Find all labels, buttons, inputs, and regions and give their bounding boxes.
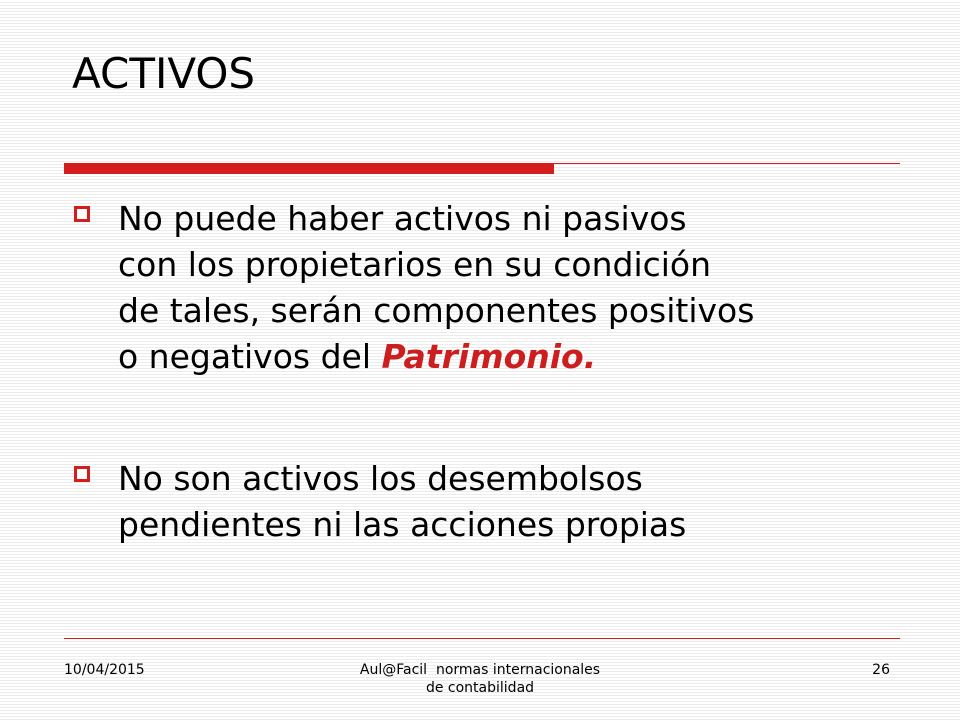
hollow-square-bullet-icon (74, 466, 90, 482)
bullet-1-line-4 (118, 334, 908, 380)
bullet-1-line-1: No puede haber activos ni pasivos (118, 199, 687, 238)
footer-center-line-2: de contabilidad (425, 680, 535, 696)
footer-date: 10/04/2015 (64, 662, 145, 678)
bullet-2-line-2: pendientes ni las acciones propias (118, 505, 687, 544)
footer-rule (64, 638, 900, 639)
bullet-1-line-2: con los propietarios en su condición (118, 245, 712, 284)
bullet-1-line-3: de tales, serán componentes positivos (118, 291, 755, 330)
patrimonio-emphasis: Patrimonio. (381, 337, 597, 376)
title-underline-thin (554, 163, 900, 164)
footer-center-line-1: Aul@Facil normas internacionales (359, 662, 601, 678)
footer-center-text (280, 661, 680, 697)
slide-title: ACTIVOS (72, 49, 256, 98)
bullet-text-1 (118, 196, 908, 380)
hollow-square-bullet-icon (74, 206, 90, 222)
bullet-1-line-4-prefix: o negativos del (118, 337, 382, 376)
bullet-2-line-1: No son activos los desembolsos (118, 459, 643, 498)
footer-page-number: 26 (872, 662, 890, 678)
bullet-text-2 (118, 456, 908, 548)
title-underline-thick (64, 163, 554, 174)
